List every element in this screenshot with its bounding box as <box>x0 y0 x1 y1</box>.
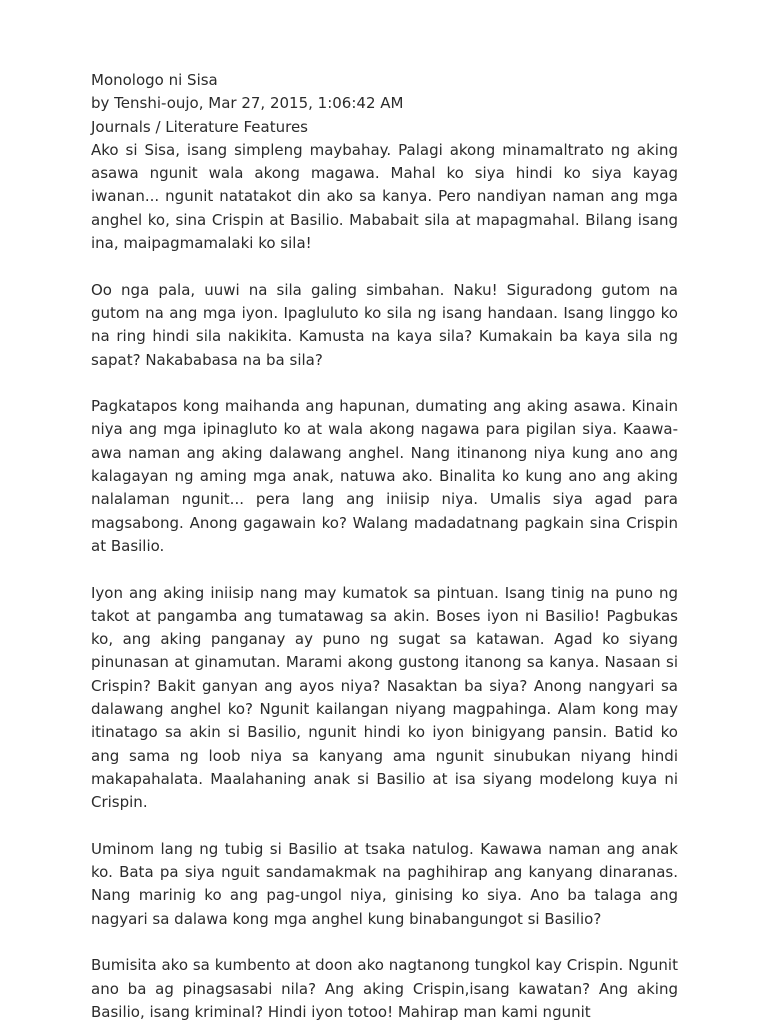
document-category: Journals / Literature Features <box>91 117 308 136</box>
paragraph-2: Oo nga pala, uuwi na sila galing simbahan. Naku! Siguradong gutom na gutom na ang mga iyon. Ipagluluto ko sila ng isang handaan. Isang linggo ko na ring hindi sila nakikita. Kamusta na kaya sila? Kumakain ba kaya sila ng sapat? Nakababasa na ba sila? <box>91 280 678 369</box>
paragraph-4: Iyon ang aking iniisip nang may kumatok sa pintuan. Isang tinig na puno ng takot at pangamba ang tumatawag sa akin. Boses iyon ni Basilio! Pagbukas ko, ang aking panganay ay puno ng sugat sa katawan. Agad ko siyang pinunasan at ginamutan. Marami akong gustong itanong sa kanya. Nasaan si Crispin? Bakit ganyan ang ayos niya? Nasaktan ba siya? Anong nangyari sa dalawang anghel ko? Ngunit kailangan niyang magpahinga. Alam kong may itinatago sa akin si Basilio, ngunit hindi ko iyon binigyang pansin. Batid ko ang sama ng loob niya sa kanyang ama ngunit sinubukan niyang hindi makapahalata. Maalahaning anak si Basilio at isa siyang modelong kuya ni Crispin. <box>91 583 678 812</box>
document-title: Monologo ni Sisa <box>91 71 218 89</box>
paragraph-1: Ako si Sisa, isang simpleng maybahay. Palagi akong minamaltrato ng aking asawa ngunit wala akong magawa. Mahal ko siya hindi ko siya kayag iwanan... ngunit natatakot din ako sa kanya. Pero nandiyan naman ang mga anghel ko, sina Crispin at Basilio. Mababait sila at mapagmahal. Bilang isang ina, maipagmamalaki ko sila! <box>91 140 678 253</box>
document-body <box>91 139 678 1024</box>
paragraph-3: Pagkatapos kong maihanda ang hapunan, dumating ang aking asawa. Kinain niya ang mga ipinagluto ko at wala akong nagawa para pigilan siya. Kaawa-awa naman ang aking dalawang anghel. Nang itinanong niya kung ano ang kalagayan ng aming mga anak, natuwa ako. Binalita ko kung ano ang aking nalalaman ngunit... pera lang ang iniisip niya. Umalis siya agad para magsabong. Anong gagawain ko? Walang madadatnang pagkain sina Crispin at Basilio. <box>91 397 678 555</box>
paragraph-5: Uminom lang ng tubig si Basilio at tsaka natulog. Kawawa naman ang anak ko. Bata pa siya nguit sandamakmak na paghihirap ang kanyang dinaranas. Nang marinig ko ang pag-ungol niya, ginising ko siya. Ano ba talaga ang nagyari sa dalawa kong mga anghel kung binabangungot si Basilio? <box>91 839 678 928</box>
document-page <box>91 69 678 1024</box>
document-byline: by Tenshi-oujo, Mar 27, 2015, 1:06:42 AM <box>91 94 404 113</box>
paragraph-6: Bumisita ako sa kumbento at doon ako nagtanong tungkol kay Crispin. Ngunit ano ba ag pinagsasabi nila? Ang aking Crispin,isang kawatan? Ang aking Basilio, isang kriminal? Hindi iyon totoo! Mahirap man kami ngunit <box>91 956 678 1021</box>
